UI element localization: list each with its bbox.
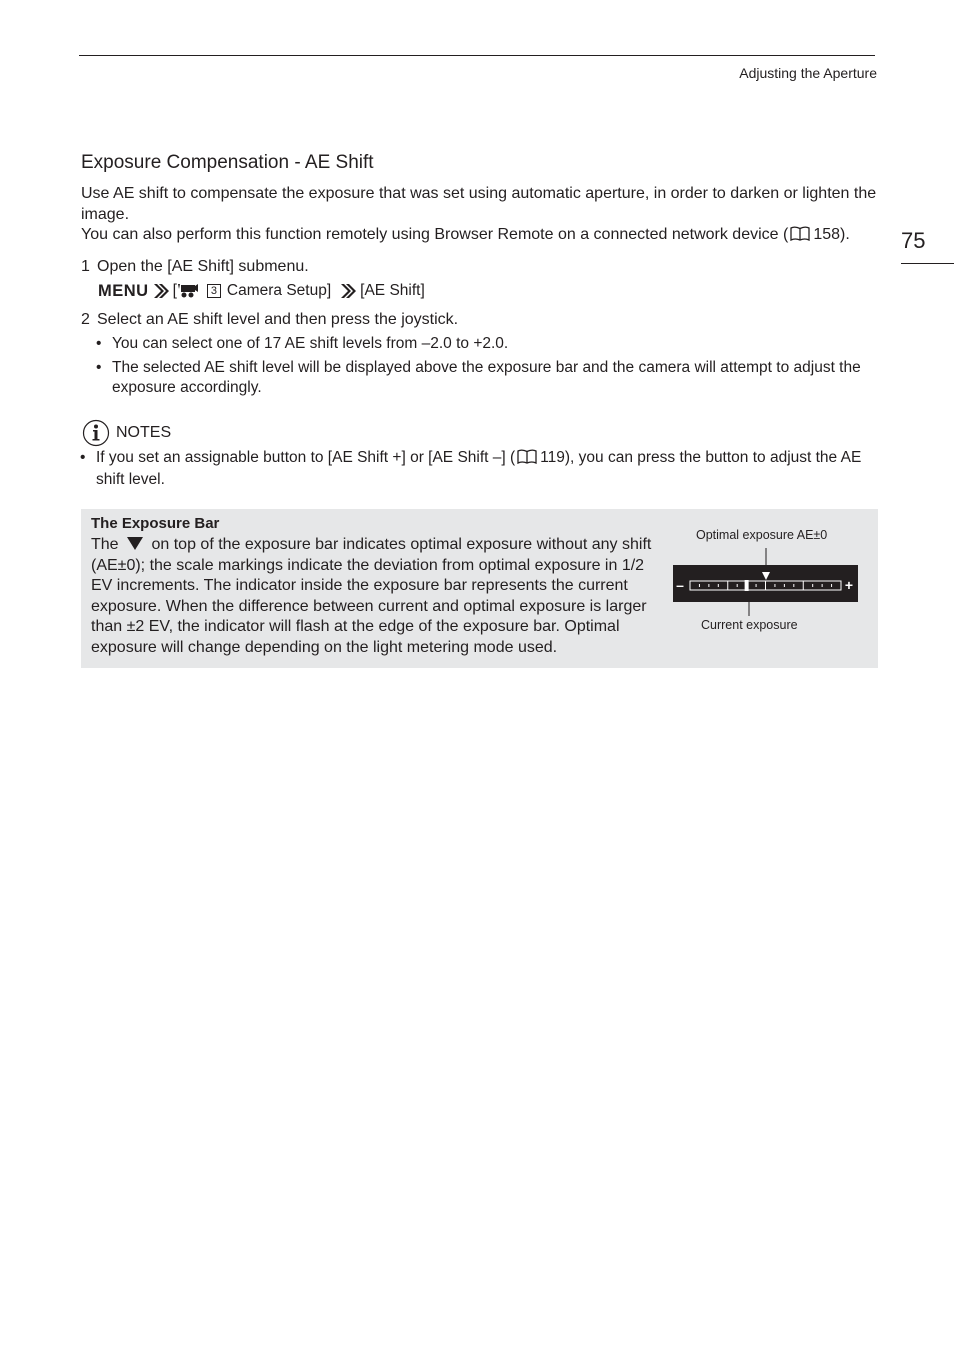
- step-1: [81, 257, 309, 277]
- remote-text-end: ).: [840, 226, 850, 243]
- submenu-label: Camera Setup]: [226, 282, 332, 299]
- submenu-number: 3: [207, 284, 221, 298]
- page-number: 75: [901, 228, 926, 253]
- plus-sign: +: [844, 577, 854, 593]
- bullet-text: The selected AE shift level will be displayed above the exposure bar and the camera will attempt to adjust the exposure accordingly.: [112, 359, 861, 396]
- menu-path: [98, 281, 425, 301]
- note-text-end: ), you can press the button to adjust the AE shift level.: [96, 449, 862, 488]
- box-title: The Exposure Bar: [91, 515, 220, 532]
- info-circle-icon: [82, 419, 110, 447]
- step-number: 1: [81, 258, 90, 275]
- current-exposure-indicator: [745, 580, 749, 591]
- box-text-rest: on top of the exposure bar indicates optimal exposure without any shift (AE±0); the scale markings indicate the deviation from optimal exposure in 1/2 EV increments. The indicator inside the exposure bar represents the current exposure. When the difference between current and optimal exposure is larger than ±2 EV, the indicator will flash at the edge of the exposure bar. Optimal exposure will change depending on the light metering mode used.: [91, 536, 652, 656]
- intro-paragraph: Use AE shift to compensate the exposure that was set using automatic aperture, in order to darken or lighten the image.: [81, 185, 877, 223]
- double-chevron-right-icon: [339, 283, 357, 299]
- step-text: Select an AE shift level and then press the joystick.: [97, 311, 459, 328]
- notes-label: NOTES: [116, 424, 172, 441]
- box-text-start: The: [91, 536, 119, 553]
- bullet-dot: •: [96, 359, 102, 376]
- top-rule: [79, 55, 875, 56]
- step-text: Open the [AE Shift] submenu.: [97, 258, 309, 275]
- bullet-item: [96, 334, 872, 354]
- bullet-dot: •: [96, 335, 102, 352]
- page-number-rule: [901, 263, 954, 264]
- notes-heading: [82, 419, 171, 447]
- down-triangle-icon: [127, 537, 143, 550]
- remote-text: You can also perform this function remotely using Browser Remote on a connected network device (: [81, 226, 789, 243]
- note-text: If you set an assignable button to [AE Shift +] or [AE Shift –] (: [96, 449, 516, 466]
- box-text: [91, 535, 666, 658]
- double-chevron-right-icon: [152, 283, 170, 299]
- running-head: Adjusting the Aperture: [739, 65, 877, 81]
- book-icon: [790, 226, 810, 248]
- step-number: 2: [81, 311, 90, 328]
- section-title: Exposure Compensation - AE Shift: [81, 152, 374, 173]
- minus-sign: –: [676, 577, 684, 593]
- menu-word: MENU: [98, 282, 149, 300]
- bracket-open: [: [172, 282, 177, 299]
- book-icon: [517, 449, 537, 470]
- bullet-item: [96, 358, 872, 398]
- label-current-exposure: Current exposure: [701, 618, 798, 632]
- page-ref[interactable]: 158: [813, 226, 841, 243]
- exposure-bar-diagram: [673, 548, 859, 618]
- step-2: [81, 310, 458, 330]
- menu-item: [AE Shift]: [360, 282, 425, 299]
- bullet-dot: •: [80, 449, 86, 466]
- bullet-text: You can select one of 17 AE shift levels from –2.0 to +2.0.: [112, 335, 509, 352]
- note-item: [80, 448, 876, 490]
- movie-camera-icon: [177, 284, 199, 299]
- remote-paragraph: [81, 225, 881, 248]
- label-optimal-exposure: Optimal exposure AE±0: [696, 528, 828, 542]
- page-ref[interactable]: 119: [540, 449, 565, 466]
